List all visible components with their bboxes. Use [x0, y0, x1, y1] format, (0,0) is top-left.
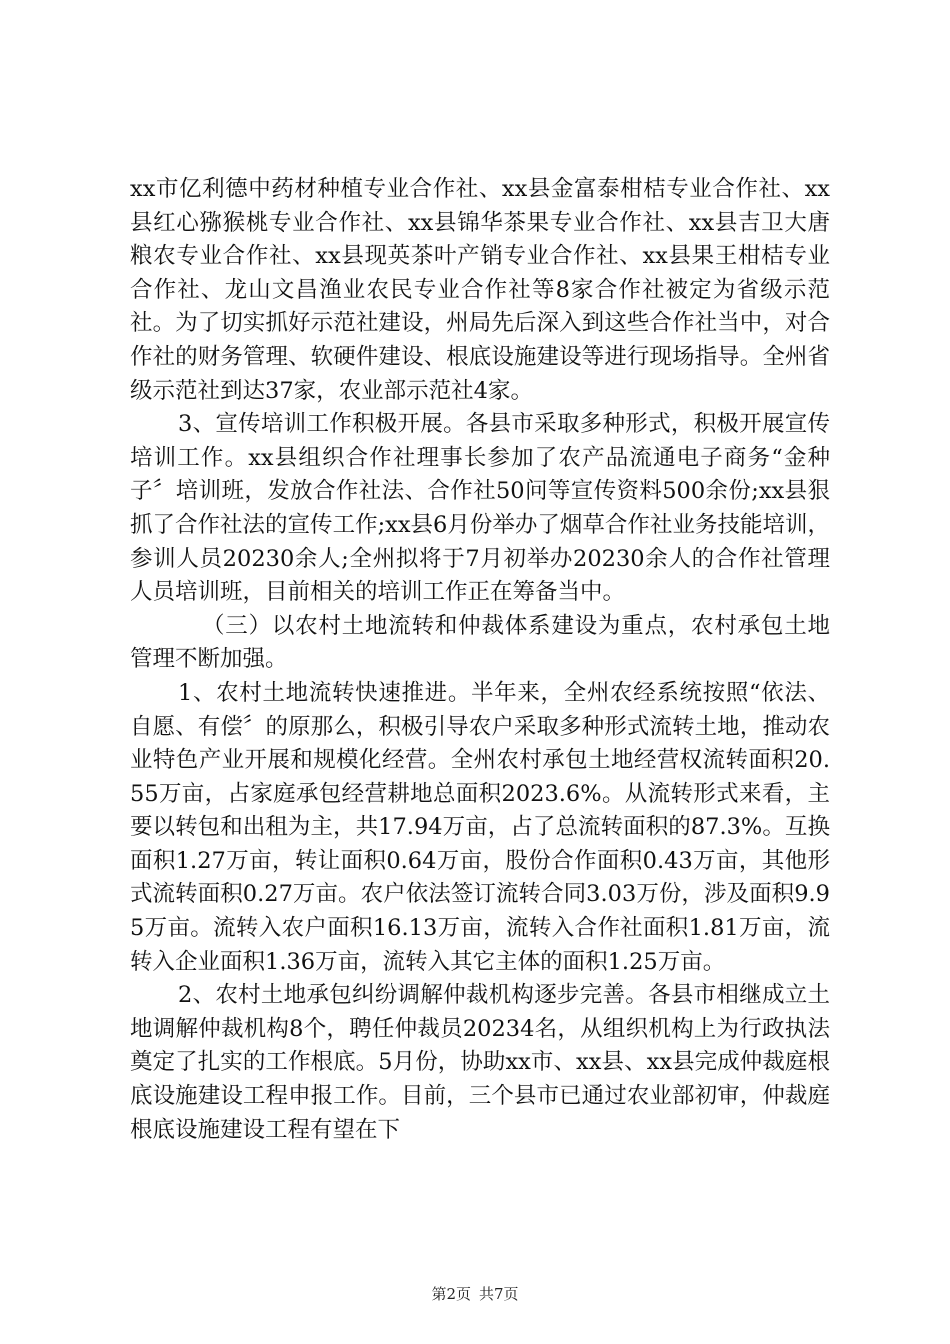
paragraph-arbitration: 2、农村土地承包纠纷调解仲裁机构逐步完善。各县市相继成立土地调解仲裁机构8个，聘任仲裁员20234名，从组织机构上为行政执法奠定了扎实的工作根底。5月份，协助xx市、xx县、xx县完成仲裁庭根底设施建设工程申报工作。目前，三个县市已通过农业部初审，仲裁庭根底设施建设工程有望在下 — [130, 982, 830, 1143]
paragraph-section-heading: （三）以农村土地流转和仲裁体系建设为重点，农村承包土地管理不断加强。 — [130, 612, 830, 673]
page-footer — [0, 1284, 950, 1304]
document-body — [130, 173, 830, 1147]
paragraph-land-transfer: 1、农村土地流转快速推进。半年来，全州农经系统按照“依法、自愿、有偿〞的原那么，积极引导农户采取多种形式流转土地，推动农业特色产业开展和规模化经营。全州农村承包土地经营权流转面积20.55万亩，占家庭承包经营耕地总面积2023.6%。从流转形式来看，主要以转包和出租为主，共17.94万亩，占了总流转面积的87.3%。互换面积1.27万亩，转让面积0.64万亩，股份合作面积0.43万亩，其他形式流转面积0.27万亩。农户依法签订流转合同3.03万份，涉及面积9.95万亩。流转入农户面积16.13万亩，流转入合作社面积1.81万亩，流转入企业面积1.36万亩，流转入其它主体的面积1.25万亩。 — [130, 679, 830, 975]
page-total: 共7页 — [479, 1285, 519, 1303]
paragraph-cooperatives-list: xx市亿利德中药材种植专业合作社、xx县金富泰柑桔专业合作社、xx县红心猕猴桃专业合作社、xx县锦华茶果专业合作社、xx县吉卫大唐粮农专业合作社、xx县现英茶叶产销专业合作社、xx县果王柑桔专业合作社、龙山文昌渔业农民专业合作社等8家合作社被定为省级示范社。为了切实抓好示范社建设，州局先后深入到这些合作社当中，对合作社的财务管理、软硬件建设、根底设施建设等进行现场指导。全州省级示范社到达37家，农业部示范社4家。 — [130, 176, 830, 404]
page-number: 第2页 — [431, 1285, 471, 1303]
paragraph-training: 3、宣传培训工作积极开展。各县市采取多种形式，积极开展宣传培训工作。xx县组织合作社理事长参加了农产品流通电子商务“金种子〞培训班，发放合作社法、合作社50问等宣传资料500余份;xx县狠抓了合作社法的宣传工作;xx县6月份举办了烟草合作社业务技能培训，参训人员20230余人;全州拟将于7月初举办20230余人的合作社管理人员培训班，目前相关的培训工作正在筹备当中。 — [130, 411, 830, 606]
